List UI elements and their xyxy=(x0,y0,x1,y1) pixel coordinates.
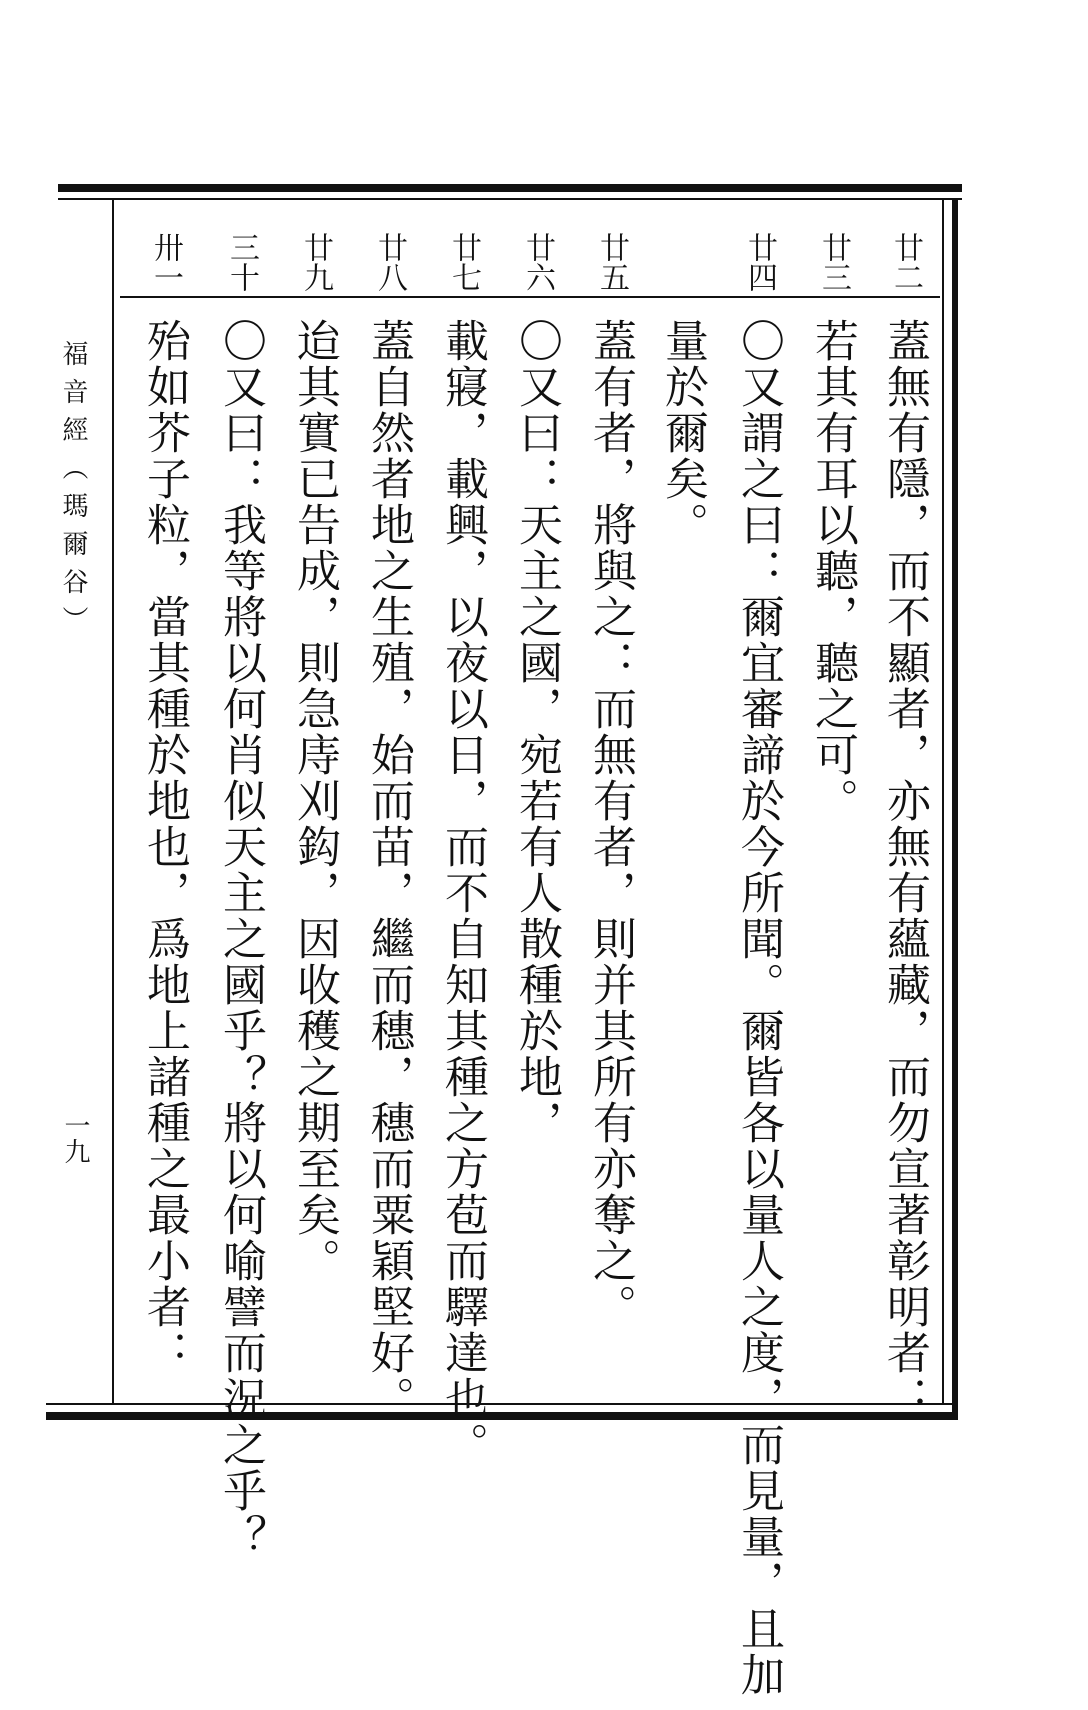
bottom-border-thick xyxy=(46,1412,952,1420)
verse-number: 廿三 xyxy=(816,232,851,292)
verse-text: 殆如芥子粒，當其種於地也，爲地上諸種之最小者： xyxy=(139,318,190,1376)
right-border-thin xyxy=(942,198,944,1404)
verse-number: 廿九 xyxy=(298,232,333,292)
verse-number: 廿六 xyxy=(520,232,555,292)
verse-text: 蓋自然者地之生殖，始而苗，繼而穗，穗而粟穎堅好。 xyxy=(363,318,414,1422)
folio-number: 一九 xyxy=(60,1112,90,1164)
verse-text: 蓋無有隱，而不顯者，亦無有蘊藏，而勿宣著彰明者： xyxy=(879,318,930,1422)
verse-number: 廿五 xyxy=(594,232,629,292)
left-border xyxy=(112,198,114,1404)
verse-number: 廿四 xyxy=(742,232,777,292)
top-border-thick xyxy=(58,184,962,192)
right-border-thick xyxy=(952,198,958,1420)
verse-text: 蓋有者，將與之：而無有者，則并其所有亦奪之。 xyxy=(585,318,636,1330)
verse-text: 〇又曰：天主之國，宛若有人散種於地， xyxy=(511,318,562,1146)
side-title: 福音經（瑪爾谷） xyxy=(58,340,88,644)
bottom-border-thin xyxy=(46,1403,952,1405)
verse-text: 迨其實已告成，則急庤刈鈎，因收穫之期至矣。 xyxy=(289,318,340,1284)
verse-number: 廿八 xyxy=(372,232,407,292)
verse-text: 〇又謂之曰：爾宜審諦於今所聞。爾皆各以量人之度，而見量，且加 xyxy=(733,318,784,1698)
verse-number: 三十 xyxy=(224,232,259,292)
verse-number: 廿二 xyxy=(888,232,923,292)
verse-text: 載寢，載興，以夜以日，而不自知其種之方苞而驛達也。 xyxy=(437,318,488,1468)
top-border-thin xyxy=(58,198,962,200)
verse-number: 卅一 xyxy=(148,232,183,292)
verse-number-divider xyxy=(120,296,940,298)
verse-text-continuation: 量於爾矣。 xyxy=(657,318,708,548)
verse-text: 若其有耳以聽，聽之可。 xyxy=(807,318,858,824)
verse-text: 〇又曰：我等將以何肖似天主之國乎？將以何喻譬而況之乎？ xyxy=(215,318,266,1560)
verse-number: 廿七 xyxy=(446,232,481,292)
